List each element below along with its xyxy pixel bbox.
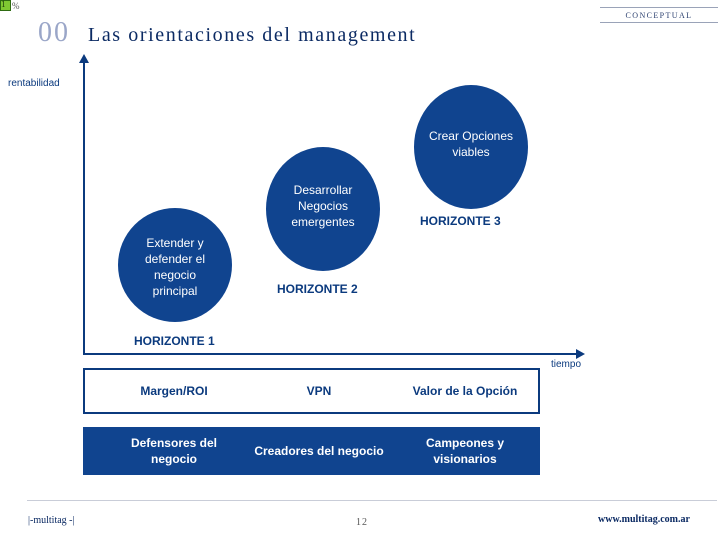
horizon-2-text: Desarrollar Negocios emergentes: [291, 183, 355, 229]
horizon-1-circle: [118, 208, 232, 322]
y-axis-line: [83, 62, 85, 355]
y-axis-label: rentabilidad: [8, 78, 60, 89]
horizon-3-label: HORIZONTE 3: [420, 214, 501, 228]
section-label: CONCEPTUAL: [625, 11, 693, 20]
page-number: 12: [356, 517, 368, 528]
horizon-2-label: HORIZONTE 2: [277, 282, 358, 296]
slide-number: 00: [38, 17, 70, 48]
corner-badge-text: 1: [1, 0, 6, 9]
horizon-2-circle: [266, 147, 380, 271]
footer-url-link[interactable]: www.multitag.com.ar: [598, 514, 690, 525]
horizon-3-circle: [414, 85, 528, 209]
metric-cell: Margen/ROI: [140, 384, 208, 398]
horizon-3-text: Crear Opciones viables: [428, 129, 514, 159]
footer-divider: [27, 500, 717, 501]
horizon-1-text: Extender y defender el negocio principal: [144, 236, 206, 298]
section-divider-top: [600, 7, 718, 8]
y-axis-arrow-icon: [79, 54, 89, 63]
role-cell: Campeones y visionarios: [425, 436, 505, 466]
role-cell: Defensores del negocio: [130, 436, 218, 466]
role-cell: Creadores del negocio: [254, 444, 384, 458]
corner-badge-suffix: %: [12, 1, 20, 11]
x-axis-label: tiempo: [551, 359, 582, 370]
metric-cell: VPN: [306, 384, 332, 398]
footer-brand: |-multitag -|: [28, 515, 75, 526]
x-axis-arrow-icon: [576, 349, 585, 359]
roles-row: [83, 427, 540, 475]
section-divider-bottom: [600, 22, 718, 23]
x-axis-line: [83, 353, 578, 355]
horizon-1-label: HORIZONTE 1: [134, 334, 215, 348]
slide-title: Las orientaciones del management: [88, 24, 417, 46]
metric-cell: Valor de la Opción: [412, 384, 518, 398]
metrics-row: [83, 368, 540, 414]
